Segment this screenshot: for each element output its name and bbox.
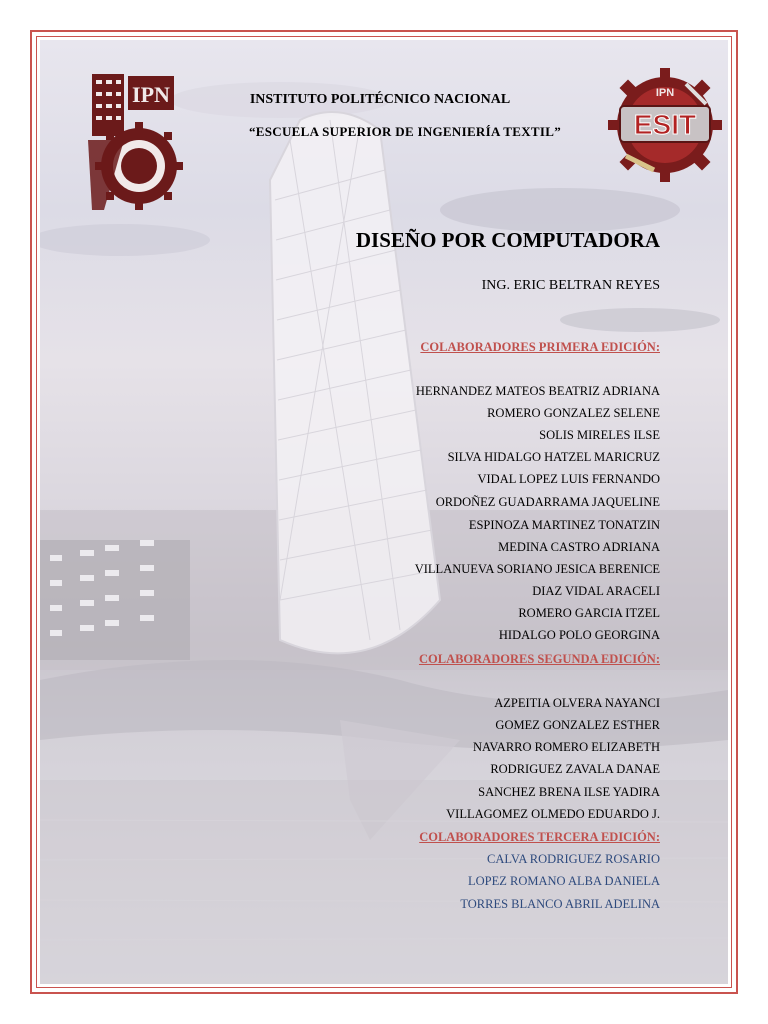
collaborator-name: RODRIGUEZ ZAVALA DANAE <box>490 762 660 776</box>
collaborator-name: HERNANDEZ MATEOS BEATRIZ ADRIANA <box>415 384 660 398</box>
collaborator-name: SILVA HIDALGO HATZEL MARICRUZ <box>447 450 660 464</box>
svg-text:IPN: IPN <box>132 82 170 107</box>
collaborator-name: ROMERO GARCIA ITZEL <box>518 606 660 620</box>
collaborator-name: VILLAGOMEZ OLMEDO EDUARDO J. <box>446 807 660 821</box>
collaborator-name: ORDOÑEZ GUADARRAMA JAQUELINE <box>435 495 660 509</box>
svg-text:IPN: IPN <box>655 87 675 99</box>
collaborator-name: LOPEZ ROMANO ALBA DANIELA <box>467 874 660 888</box>
collaborator-name: VILLANUEVA SORIANO JESICA BERENICE <box>414 562 660 576</box>
collaborator-name: NAVARRO ROMERO ELIZABETH <box>472 740 660 754</box>
collaborator-name: AZPEITIA OLVERA NAYANCI <box>494 696 660 710</box>
svg-text:ESIT: ESIT <box>633 109 697 140</box>
collaborator-name: SOLIS MIRELES ILSE <box>539 428 660 442</box>
school-name: “ESCUELA SUPERIOR DE INGENIERÍA TEXTIL” <box>249 124 561 139</box>
section-heading-second-edition: COLABORADORES SEGUNDA EDICIÓN: <box>418 652 660 666</box>
section-heading-third-edition: COLABORADORES TERCERA EDICIÓN: <box>419 830 660 844</box>
collaborator-name: HIDALGO POLO GEORGINA <box>498 628 660 642</box>
author-name: ING. ERIC BELTRAN REYES <box>481 278 660 293</box>
esit-logo-icon <box>606 66 724 184</box>
section-heading-first-edition: COLABORADORES PRIMERA EDICIÓN: <box>420 340 660 354</box>
ipn-logo-icon <box>84 70 184 212</box>
institute-name: INSTITUTO POLITÉCNICO NACIONAL <box>249 92 511 107</box>
collaborator-name: TORRES BLANCO ABRIL ADELINA <box>460 897 660 911</box>
document-title: DISEÑO POR COMPUTADORA <box>355 228 660 252</box>
collaborator-name: DIAZ VIDAL ARACELI <box>532 584 660 598</box>
collaborator-name: MEDINA CASTRO ADRIANA <box>498 540 660 554</box>
collaborator-name: CALVA RODRIGUEZ ROSARIO <box>487 852 660 866</box>
collaborator-name: SANCHEZ BRENA ILSE YADIRA <box>478 785 660 799</box>
collaborator-name: ESPINOZA MARTINEZ TONATZIN <box>468 518 660 532</box>
collaborator-name: VIDAL LOPEZ LUIS FERNANDO <box>477 472 660 486</box>
collaborator-name: GOMEZ GONZALEZ ESTHER <box>495 718 660 732</box>
collaborator-name: ROMERO GONZALEZ SELENE <box>487 406 660 420</box>
